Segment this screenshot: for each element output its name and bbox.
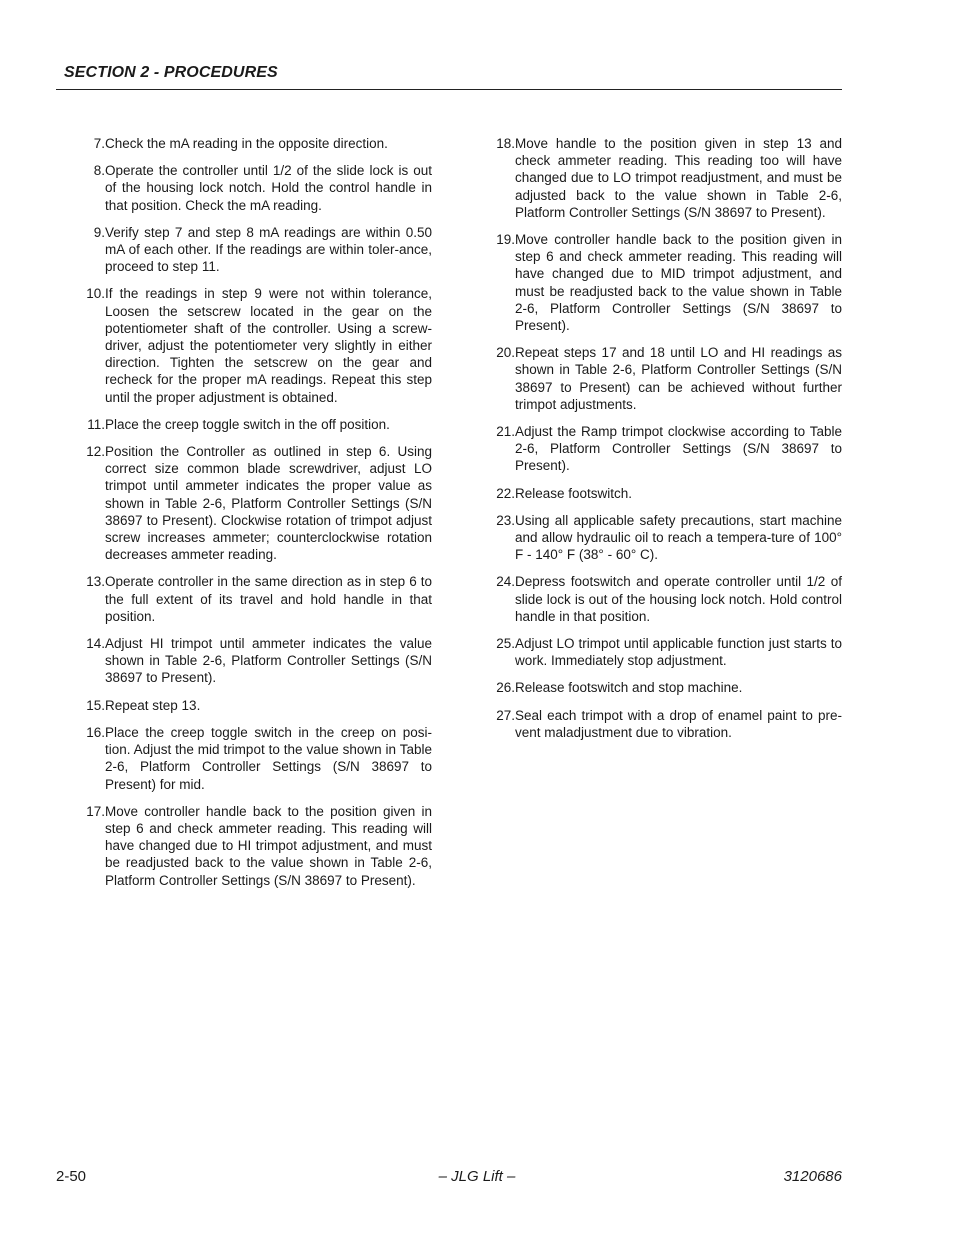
step-number: 14. — [86, 636, 105, 652]
publisher-label: – JLG Lift – — [438, 1168, 516, 1185]
step-number: 7. — [93, 136, 105, 151]
step-text: Operate controller in the same direction as in step 6 to the full extent of its travel and hold handle in that position. — [105, 574, 432, 624]
procedure-step — [70, 635, 432, 687]
step-number: 8. — [93, 163, 105, 179]
procedure-step — [480, 423, 842, 475]
step-number: 13. — [86, 574, 105, 590]
step-number: 18. — [496, 136, 515, 151]
step-number: 22. — [496, 485, 515, 501]
document-number: 3120686 — [783, 1168, 842, 1185]
step-text: If the readings in step 9 were not within tolerance, Loosen the setscrew located in the gear on the potentiometer shaft of the controller. Using a screw-driver, adjust the potentiometer very slightly in either direction. Tighten the setscrew on the gear and recheck for the proper mA readings. Repeat this step until the proper adjustment is obtained. — [105, 286, 432, 405]
step-number: 27. — [496, 707, 515, 723]
step-number: 12. — [86, 444, 105, 460]
step-text: Depress footswitch and operate controller until 1/2 of slide lock is out of the housing lock notch. Hold control handle in that position. — [515, 574, 842, 624]
step-number: 26. — [496, 680, 515, 696]
procedure-steps-right — [480, 135, 842, 741]
step-number: 20. — [496, 345, 515, 361]
procedure-step — [70, 443, 432, 563]
procedure-step — [480, 231, 842, 334]
procedure-step — [480, 573, 842, 625]
step-text: Position the Controller as outlined in step 6. Using correct size common blade screwdriver, adjust LO trimpot until ammeter indicates the proper value as shown in Table 2-6, Platform Controller Settings (S/N 38697 to Present). Clockwise rotation of trimpot adjust screw increases ammeter; counterclockwise rotation decreases ammeter reading. — [105, 444, 432, 563]
step-text: Verify step 7 and step 8 mA readings are within 0.50 mA of each other. If the readings are within toler-ance, proceed to step 11. — [105, 224, 432, 275]
step-text: Repeat step 13. — [105, 697, 201, 713]
step-number: 11. — [87, 416, 105, 432]
step-number: 15. — [86, 697, 105, 713]
step-number: 10. — [86, 286, 105, 302]
step-text: Release footswitch and stop machine. — [515, 680, 743, 696]
procedure-step — [480, 679, 842, 696]
step-text: Adjust HI trimpot until ammeter indicates the value shown in Table 2-6, Platform Controller Settings (S/N 38697 to Present). — [105, 636, 432, 686]
step-text: Adjust LO trimpot until applicable function just starts to work. Immediately stop adjustment. — [515, 636, 842, 669]
procedure-step — [480, 512, 842, 564]
step-number: 19. — [496, 232, 515, 248]
step-text: Place the creep toggle switch in the off position. — [105, 416, 390, 432]
step-text: Repeat steps 17 and 18 until LO and HI readings as shown in Table 2-6, Platform Controller Settings (S/N 38697 to Present) can be achieved without further trimpot adjustments. — [515, 345, 842, 412]
step-text: Seal each trimpot with a drop of enamel paint to pre-vent maladjustment due to vibration. — [515, 707, 842, 740]
step-text: Adjust the Ramp trimpot clockwise according to Table 2-6, Platform Controller Settings (S/N 38697 to Present). — [515, 424, 842, 474]
step-text: Operate the controller until 1/2 of the slide lock is out of the housing lock notch. Hold the control handle in that position. Check the mA reading. — [105, 163, 432, 213]
page-number: 2-50 — [56, 1168, 87, 1185]
step-text: Move handle to the position given in step 13 and check ammeter reading. This reading too will have changed due to LO trimpot readjustment, and must be adjusted back to the value shown in Table 2-6, Platform Controller Settings (S/N 38697 to Present). — [515, 136, 842, 220]
procedure-step — [70, 162, 432, 214]
section-title: SECTION 2 - PROCEDURES — [64, 64, 278, 81]
procedure-step — [70, 135, 432, 152]
procedure-step — [70, 416, 432, 433]
step-number: 16. — [86, 724, 105, 740]
header-divider — [56, 89, 842, 90]
step-number: 25. — [496, 636, 515, 652]
procedure-step — [480, 707, 842, 741]
procedure-step — [70, 724, 432, 793]
step-text: Release footswitch. — [515, 485, 633, 501]
procedure-step — [480, 135, 842, 221]
step-text: Move controller handle back to the position given in step 6 and check ammeter reading. This reading will have changed due to HI trimpot adjustment, and must be readjusted back to the value shown in Table 2-6, Platform Controller Settings (S/N 38697 to Present). — [105, 803, 432, 888]
procedure-step — [480, 635, 842, 669]
step-text: Move controller handle back to the position given in step 6 and check ammeter reading. This reading will have changed due to MID trimpot adjustment, and must be readjusted back to the value shown in Table 2-6, Platform Controller Settings (S/N 38697 to Present). — [515, 232, 842, 334]
left-column — [70, 135, 432, 899]
procedure-step — [480, 485, 842, 502]
step-number: 9. — [93, 224, 105, 240]
step-number: 21. — [496, 424, 515, 440]
step-text: Check the mA reading in the opposite direction. — [105, 136, 388, 151]
step-text: Place the creep toggle switch in the creep on posi-tion. Adjust the mid trimpot to the value shown in Table 2-6, Platform Controller Settings (S/N 38697 to Present) for mid. — [105, 724, 432, 792]
step-number: 24. — [496, 574, 515, 590]
procedure-step — [70, 285, 432, 405]
procedure-step — [70, 224, 432, 276]
step-number: 23. — [496, 512, 515, 528]
step-text: Using all applicable safety precautions, start machine and allow hydraulic oil to reach a tempera-ture of 100° F - 140° F (38° - 60° C). — [515, 512, 842, 563]
procedure-step — [70, 573, 432, 625]
step-number: 17. — [86, 803, 105, 819]
right-column — [480, 135, 842, 751]
procedure-steps-left — [70, 135, 432, 889]
procedure-step — [480, 344, 842, 413]
procedure-step — [70, 697, 432, 714]
procedure-step — [70, 803, 432, 889]
